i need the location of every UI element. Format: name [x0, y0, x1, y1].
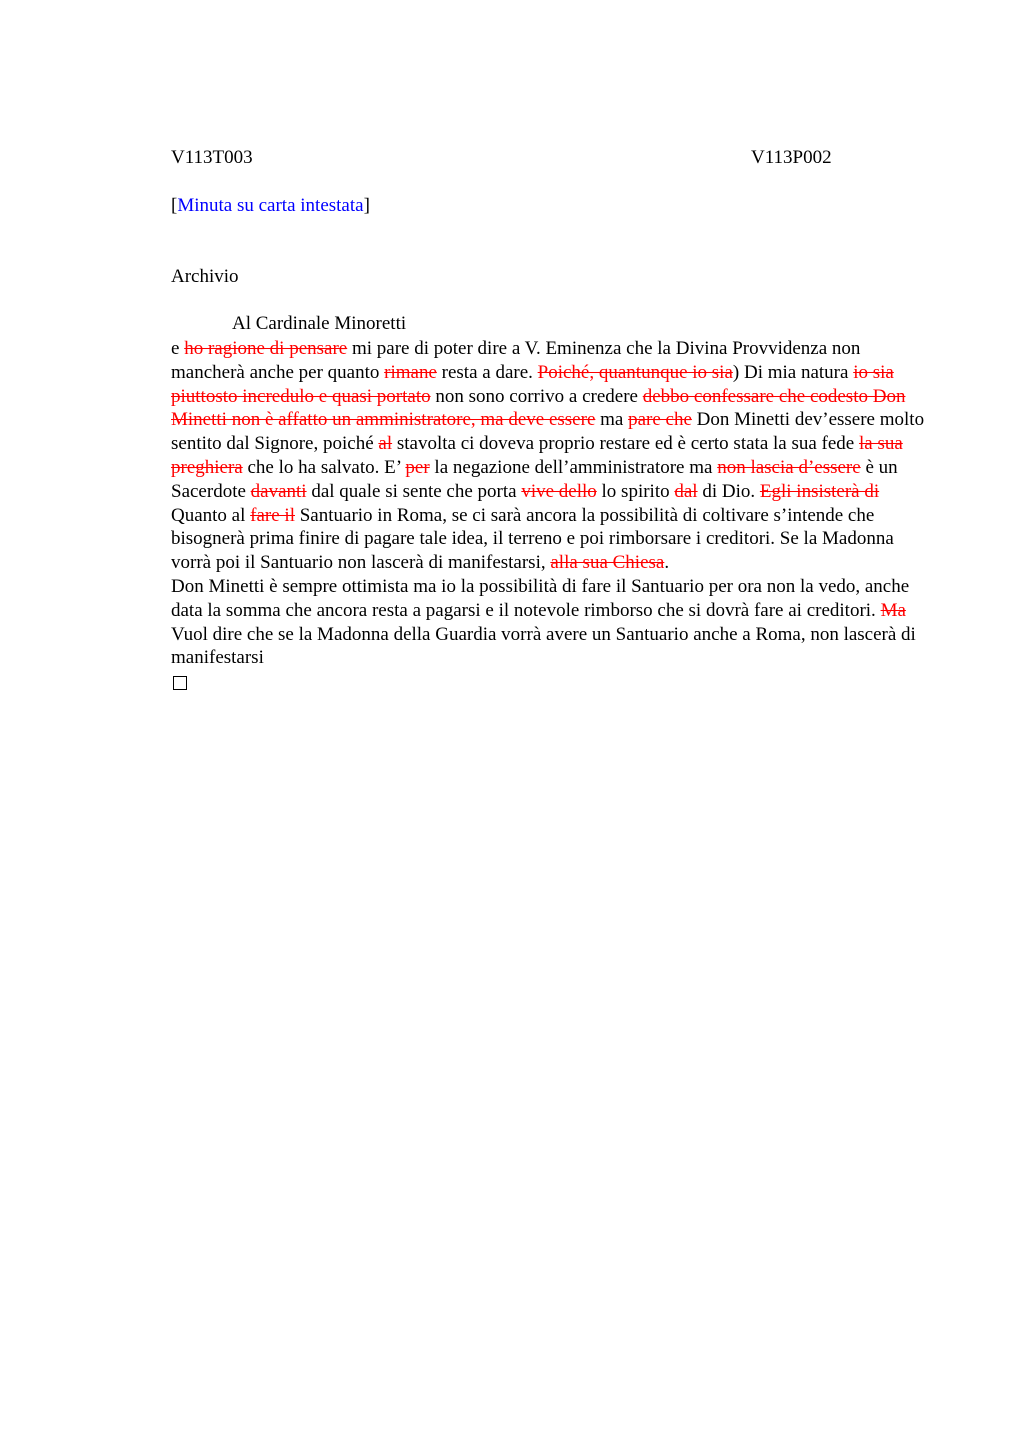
deleted-text: per — [405, 456, 430, 478]
text-segment: . — [664, 552, 670, 574]
addressee: Al Cardinale Minoretti — [232, 313, 407, 334]
document-code-left: V113T003 — [171, 147, 253, 168]
text-segment: resta a dare. — [436, 361, 538, 383]
paragraph — [171, 337, 931, 575]
deleted-text: pare che — [628, 409, 692, 431]
note-open-bracket: [ — [171, 195, 178, 216]
deleted-text: Poiché, quantunque io sia — [537, 361, 733, 383]
text-segment: Don Minetti è sempre ottimista ma io la possibilità di fare il Santuario per ora non la vedo, anche data la somma che ancora resta a pagarsi e il notevole rimborso che si dovrà fare ai creditori. — [171, 575, 910, 621]
document-code-right: V113P002 — [751, 147, 832, 168]
text-segment: ) Di mia natura — [732, 361, 854, 383]
deleted-text: dal — [674, 480, 698, 502]
text-segment: dal quale si sente che porta — [306, 480, 522, 502]
deleted-text: rimane — [384, 361, 437, 383]
deleted-text: la sua preghiera — [171, 433, 903, 478]
deleted-text: debbo confessare che codesto Don Minetti non è affatto un amministratore, ma deve essere — [171, 385, 906, 431]
paragraph — [171, 575, 931, 670]
editorial-note — [171, 195, 370, 217]
text-segment: Santuario in Roma, se ci sarà ancora la possibilità di coltivare s’intende che bisognerà prima finire di pagare tale idea, il terreno e poi rimborsare i creditori. Se la Madonna vorrà poi il Santuario non lascerà di manifestarsi, — [171, 504, 894, 574]
document-header — [171, 147, 931, 171]
text-segment: di Dio. — [697, 480, 760, 502]
text-segment: Quanto al — [171, 504, 251, 526]
text-segment: lo spirito — [596, 480, 675, 502]
deleted-text: vive dello — [521, 480, 597, 502]
deleted-text: io sia piuttosto incredulo e quasi portato — [171, 361, 894, 407]
deleted-text: fare il — [250, 504, 295, 526]
note-close-bracket: ] — [363, 195, 370, 216]
text-segment: Don Minetti dev’essere molto sentito dal Signore, poiché — [171, 409, 925, 455]
deleted-text: ho ragione di pensare — [184, 338, 348, 359]
archive-label: Archivio — [171, 266, 239, 287]
text-segment: stavolta ci doveva proprio restare ed è certo stata la sua fede — [392, 433, 859, 455]
text-segment: la negazione dell’amministratore ma — [429, 456, 718, 478]
deleted-text: alla sua Chiesa — [550, 552, 665, 574]
text-segment: ma — [595, 409, 629, 431]
text-segment: e — [171, 338, 185, 359]
deleted-text: al — [378, 433, 393, 455]
text-segment: Vuol dire che se la Madonna della Guardia vorrà avere un Santuario anche a Roma, non lascerà di manifestarsi — [171, 623, 916, 669]
text-segment: mi pare di poter dire a V. Eminenza che la Divina Provvidenza non mancherà anche per quanto — [171, 338, 861, 383]
text-segment: non sono corrivo a credere — [430, 385, 643, 407]
note-text: Minuta su carta intestata — [177, 195, 364, 216]
deleted-text: Ma — [880, 599, 906, 621]
letter-body — [171, 337, 931, 690]
text-segment: è un Sacerdote — [171, 456, 898, 502]
text-segment: che lo ha salvato. E’ — [242, 456, 406, 478]
deleted-text: Egli insisterà di — [759, 480, 880, 502]
deleted-text: non lascia d’essere — [717, 456, 861, 478]
checkbox-square-icon — [173, 676, 187, 690]
deleted-text: davanti — [250, 480, 307, 502]
